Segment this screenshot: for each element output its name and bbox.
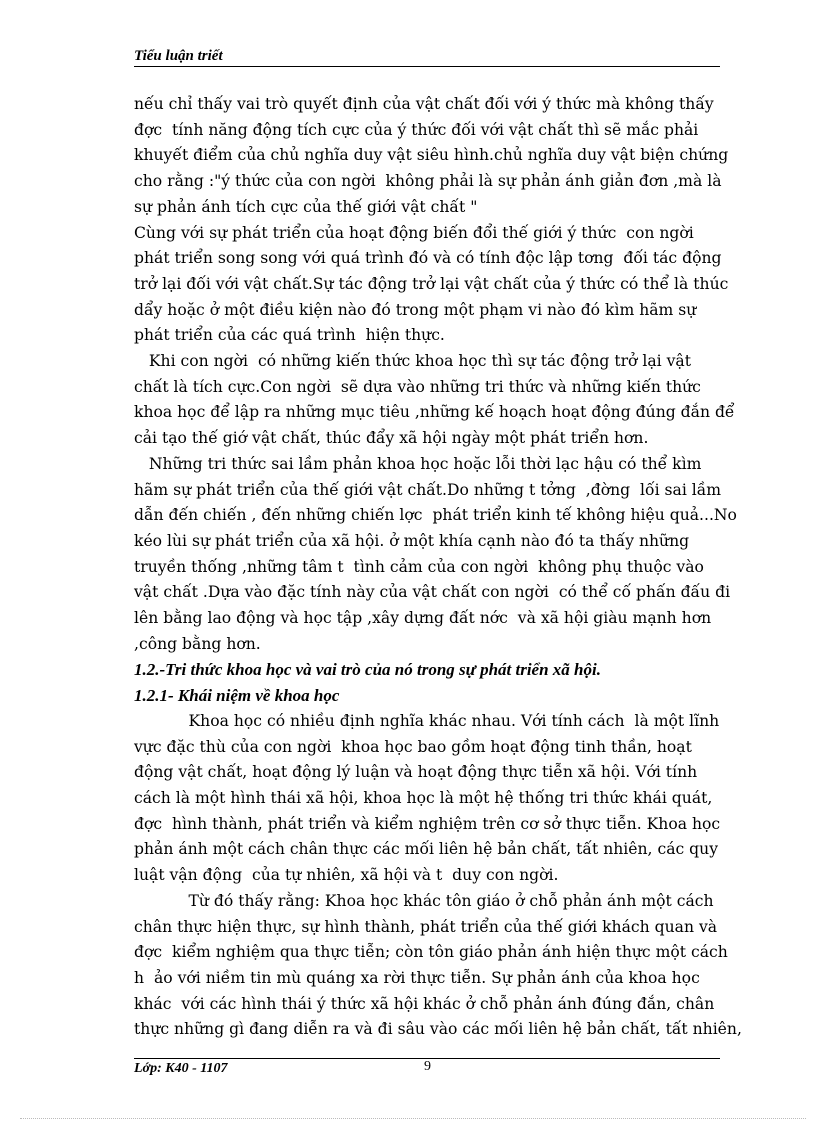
text-line: cải tạo thế giớ vật chất, thúc đẩy xã hội ngày một phát triển hơn. — [134, 429, 649, 448]
text-line: phát triển của các quá trình hiện thực. — [134, 326, 445, 345]
text-line: dẫn đến chiến , đến những chiến lợc phát triển kinh tế không hiệu quả...No — [134, 506, 737, 525]
text-line: dẩy hoặc ở một điều kiện nào đó trong một phạm vi nào đó kìm hãm sự — [134, 300, 697, 319]
text-line: Từ đó thấy rằng: Khoa học khác tôn giáo ở chỗ phản ánh một cách — [134, 891, 714, 910]
text-line: h ảo với niềm tin mù quáng xa rời thực tiễn. Sự phản ánh của khoa học — [134, 968, 700, 987]
text-line: luật vận động của tự nhiên, xã hội và t duy con ngời. — [134, 866, 559, 885]
text-line: Những tri thức sai lầm phản khoa học hoặc lỗi thời lạc hậu có thể kìm — [134, 454, 702, 473]
text-line: chất là tích cực.Con ngời sẽ dựa vào những tri thức và những kiến thức — [134, 377, 701, 396]
subsection-heading: 1.2.1- Khái niệm về khoa học — [134, 686, 340, 706]
text-line: sự phản ánh tích cực của thế giới vật chất " — [134, 197, 478, 216]
section-heading: 1.2.-Tri thức khoa học và vai trò của nó trong sự phát triển xã hội. — [134, 660, 601, 680]
text-line: động vật chất, hoạt động lý luận và hoạt động thực tiễn xã hội. Với tính — [134, 763, 698, 782]
text-line: khác với các hình thái ý thức xã hội khác ở chỗ phản ánh đúng đắn, chân — [134, 994, 715, 1013]
header-title: Tiểu luận triết — [134, 48, 223, 64]
text-line: cách là một hình thái xã hội, khoa học là một hệ thống tri thức khái quát, — [134, 788, 713, 807]
document-body — [134, 92, 742, 1043]
text-line: truyền thống ,những tâm t tình cảm của con ngời không phụ thuộc vào — [134, 557, 704, 576]
text-line: Cùng với sự phát triển của hoạt động biến đổi thế giới ý thức con ngời — [134, 223, 694, 242]
paragraph-4 — [134, 452, 737, 658]
text-line: cho rằng :"ý thức của con ngời không phải là sự phản ánh giản đơn ,mà là — [134, 172, 722, 191]
paragraph-3 — [134, 349, 735, 452]
text-line: vực đặc thù của con ngời khoa học bao gồm hoạt động tinh thần, hoạt — [134, 737, 692, 756]
text-line: trở lại đối với vật chất.Sự tác động trở lại vật chất của ý thức có thể là thúc — [134, 274, 729, 293]
text-line: phát triển song song với quá trình đó và có tính độc lập tơng đối tác động — [134, 249, 722, 268]
text-line: vật chất .Dựa vào đặc tính này của vật chất con ngời có thể cố phấn đấu đi — [134, 583, 731, 602]
text-line: ,công bằng hơn. — [134, 634, 261, 653]
page-number: 9 — [424, 1059, 431, 1074]
paragraph-6 — [134, 889, 742, 1043]
text-line: chân thực hiện thực, sự hình thành, phát triển của thế giới khách quan và — [134, 917, 718, 936]
text-line: thực những gì đang diễn ra và đi sâu vào các mối liên hệ bản chất, tất nhiên, — [134, 1020, 742, 1039]
text-line: kéo lùi sự phát triển của xã hội. ở một khía cạnh nào đó ta thấy những — [134, 531, 690, 550]
paragraph-2 — [134, 221, 729, 350]
text-line: hãm sự phát triển của thế giới vật chất.Do những t tởng ,đờng lối sai lầm — [134, 480, 722, 499]
text-line: đợc tính năng động tích cực của ý thức đối với vật chất thì sẽ mắc phải — [134, 120, 699, 139]
text-line: lên bằng lao động và học tập ,xây dựng đất nớc và xã hội giàu mạnh hơn — [134, 609, 712, 628]
page-edge-divider — [20, 1118, 806, 1119]
text-line: Khoa học có nhiều định nghĩa khác nhau. Với tính cách là một lĩnh — [134, 711, 720, 730]
page-header — [134, 44, 720, 67]
text-line: Khi con ngời có những kiến thức khoa học thì sự tác động trở lại vật — [134, 352, 691, 371]
text-line: đợc kiểm nghiệm qua thực tiễn; còn tôn giáo phản ánh hiện thực một cách — [134, 943, 728, 962]
paragraph-1 — [134, 92, 729, 221]
page-footer — [134, 1058, 720, 1079]
text-line: phản ánh một cách chân thực các mối liên hệ bản chất, tất nhiên, các quy — [134, 840, 719, 859]
paragraph-5 — [134, 709, 721, 889]
footer-class-label: Lớp: K40 - 1107 — [134, 1061, 228, 1076]
text-line: nếu chỉ thấy vai trò quyết định của vật chất đối với ý thức mà không thấy — [134, 95, 714, 113]
text-line: khuyết điểm của chủ nghĩa duy vật siêu hình.chủ nghĩa duy vật biện chứng — [134, 146, 729, 165]
text-line: khoa học để lập ra những mục tiêu ,những kế hoạch hoạt động đúng đắn để — [134, 403, 735, 422]
text-line: đợc hình thành, phát triển và kiểm nghiệm trên cơ sở thực tiễn. Khoa học — [134, 814, 721, 833]
